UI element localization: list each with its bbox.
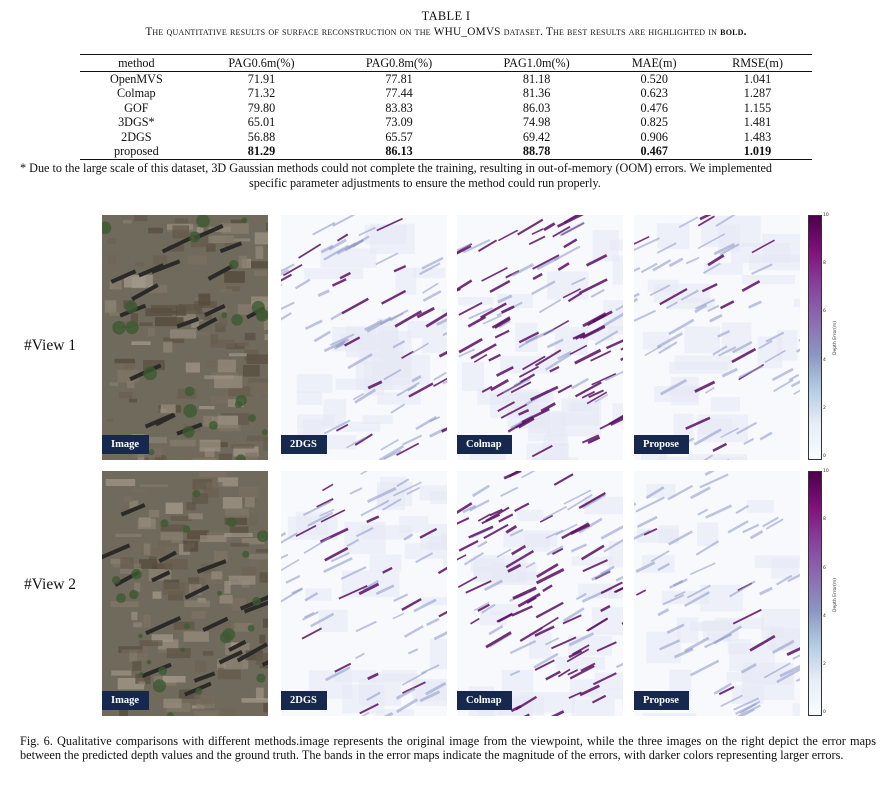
view-2-label: #View 2 — [24, 576, 77, 593]
caption-text-after: dataset. The best results are highlighted in — [503, 26, 718, 38]
col-header: PAG1.0m(%) — [468, 55, 606, 72]
error-map — [457, 215, 623, 460]
caption-dataset: WHU_OMVS — [433, 26, 501, 38]
metric-cell: 81.18 — [522, 71, 551, 86]
view-1-propose-tile — [634, 215, 800, 460]
colorbar-tick: 0 — [823, 454, 826, 459]
metric-cell: 79.80 — [247, 100, 276, 115]
colorbar-tick: 6 — [823, 566, 826, 571]
colorbar-tick: 8 — [823, 517, 826, 522]
colorbar-title: Depth Error(m) — [833, 320, 838, 355]
view-1-2dgs-tile — [281, 215, 447, 460]
error-map — [634, 215, 800, 460]
table-label: TABLE I — [421, 9, 471, 23]
colorbar-tick: 4 — [823, 614, 826, 619]
colorbar-tick: 2 — [823, 662, 826, 667]
view-1-colmap-tile — [457, 215, 623, 460]
colorbar-tick: 10 — [823, 213, 829, 218]
view-2-colmap-tile — [457, 471, 623, 716]
caption-text: The quantitative results of surface reconstruction on the — [145, 26, 431, 38]
view-2-2dgs-tile — [281, 471, 447, 716]
tile-label: 2DGS — [281, 435, 327, 454]
tile-label: Colmap — [457, 435, 512, 454]
metric-cell: 1.483 — [743, 129, 772, 144]
tile-label: Image — [102, 691, 149, 710]
caption-bold-word: bold. — [720, 26, 747, 38]
table-caption — [0, 26, 892, 38]
footnote-line-1: * Due to the large scale of this dataset, 3D Gaussian methods could not complete the training, resulting in out-of-memory (OOM) errors. We implemented — [20, 161, 772, 175]
col-header: RMSE(m) — [703, 55, 812, 72]
col-header: method — [80, 55, 193, 72]
metric-cell: 81.29 — [193, 144, 331, 159]
method-cell: GOF — [124, 100, 149, 115]
metric-cell: 69.42 — [522, 129, 551, 144]
tile-label: 2DGS — [281, 691, 327, 710]
method-cell: 2DGS — [121, 129, 152, 144]
footnote-line-2: specific parameter adjustments to ensure the method could run properly. — [249, 176, 601, 190]
table-footnote — [20, 161, 875, 191]
colorbar-view-2 — [808, 471, 822, 716]
error-map — [281, 215, 447, 460]
view-2-image-tile — [102, 471, 268, 716]
table-row — [80, 86, 812, 101]
metric-cell: 56.88 — [247, 129, 276, 144]
metric-cell: 0.467 — [605, 144, 703, 159]
metric-cell: 77.44 — [385, 86, 413, 100]
col-header: PAG0.6m(%) — [193, 55, 331, 72]
colorbar-tick: 2 — [823, 406, 826, 411]
table-row — [80, 130, 812, 145]
metric-cell: 0.476 — [640, 100, 668, 115]
colorbar-tick: 6 — [823, 309, 826, 314]
colorbar-tick: 8 — [823, 261, 826, 266]
metric-cell: 71.91 — [247, 71, 276, 86]
figure-caption: Fig. 6. Qualitative comparisons with different methods.image represents the original image from the viewpoint, while the three images on the right depict the error maps between the predicted depth values and the ground truth. The bands in the error maps indicate the magnitude of the errors, with darker colors representing larger errors. — [20, 734, 876, 763]
method-cell: Colmap — [117, 86, 156, 100]
col-header: PAG0.8m(%) — [330, 55, 468, 72]
metric-cell: 65.01 — [247, 115, 276, 129]
tile-label: Image — [102, 435, 149, 454]
table-row — [80, 101, 812, 116]
colorbar-tick: 4 — [823, 358, 826, 363]
colorbar-view-1 — [808, 215, 822, 460]
method-cell: OpenMVS — [109, 71, 163, 86]
table-row — [80, 71, 812, 86]
colorbar-tick: 10 — [823, 469, 829, 474]
metric-cell: 0.623 — [640, 86, 668, 100]
metric-cell: 74.98 — [522, 115, 551, 129]
method-cell: 3DGS* — [118, 115, 155, 129]
aerial-image — [102, 471, 268, 716]
metric-cell: 1.019 — [703, 144, 812, 159]
view-2-propose-tile — [634, 471, 800, 716]
aerial-image — [102, 215, 268, 460]
col-header: MAE(m) — [605, 55, 703, 72]
view-1-image-tile — [102, 215, 268, 460]
metric-cell: 1.287 — [743, 86, 772, 100]
metric-cell: 88.78 — [468, 144, 606, 159]
results-table — [80, 54, 812, 160]
method-cell: proposed — [80, 144, 193, 159]
metric-cell: 83.83 — [385, 100, 413, 115]
metric-cell: 77.81 — [385, 71, 413, 86]
metric-cell: 71.32 — [247, 86, 276, 100]
metric-cell: 1.041 — [743, 71, 772, 86]
error-map — [634, 471, 800, 716]
error-map — [281, 471, 447, 716]
table-row — [80, 144, 812, 159]
table-row — [80, 115, 812, 130]
metric-cell: 1.481 — [743, 115, 772, 129]
metric-cell: 0.906 — [640, 129, 668, 144]
tile-label: Propose — [634, 691, 689, 710]
metric-cell: 86.03 — [522, 100, 551, 115]
colorbar-tick: 0 — [823, 710, 826, 715]
metric-cell: 65.57 — [385, 129, 413, 144]
metric-cell: 73.09 — [385, 115, 413, 129]
metric-cell: 81.36 — [522, 86, 551, 100]
metric-cell: 0.520 — [640, 71, 668, 86]
tile-label: Propose — [634, 435, 689, 454]
metric-cell: 0.825 — [640, 115, 668, 129]
view-1-label: #View 1 — [24, 337, 77, 354]
metric-cell: 1.155 — [743, 100, 772, 115]
metric-cell: 86.13 — [330, 144, 468, 159]
tile-label: Colmap — [457, 691, 512, 710]
colorbar-title: Depth Error(m) — [833, 577, 838, 612]
error-map — [457, 471, 623, 716]
table-header-row — [80, 55, 812, 72]
